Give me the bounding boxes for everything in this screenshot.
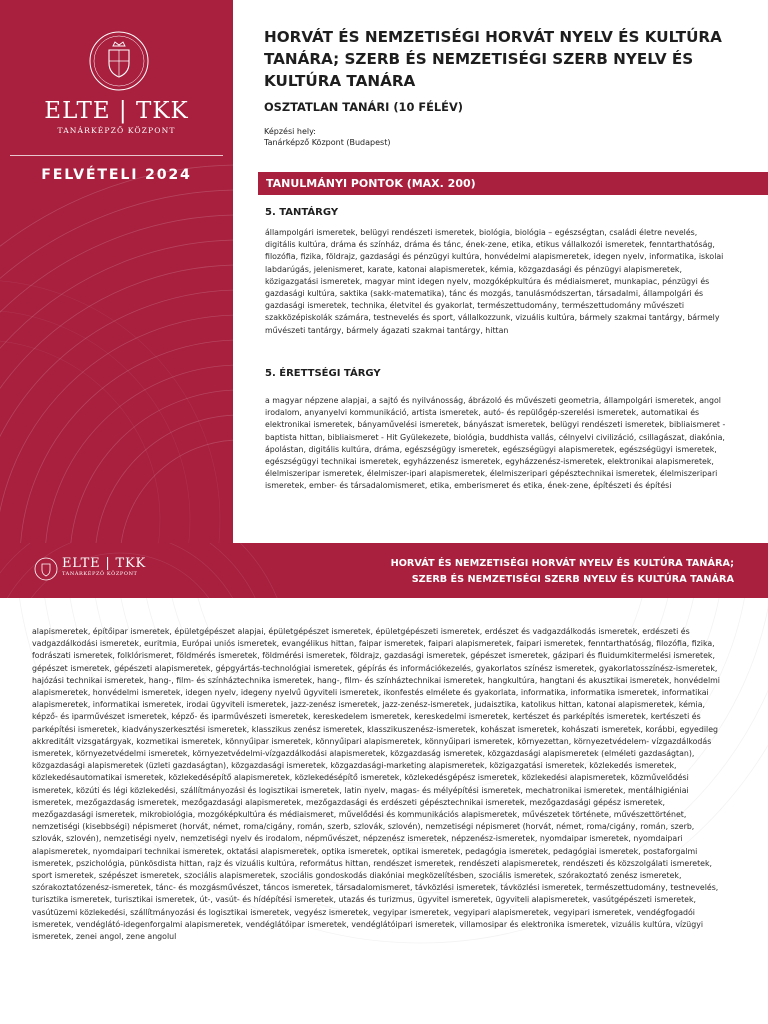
study-points-label: TANULMÁNYI PONTOK (MAX. 200) (266, 177, 476, 190)
crest-icon (88, 30, 150, 92)
location-value: Tanárképző Központ (Budapest) (264, 138, 391, 147)
brand-panel (0, 0, 233, 543)
program-title: HORVÁT ÉS NEMZETISÉGI HORVÁT NYELV ÉS KULTÚRA TANÁRA; SZERB ÉS NEMZETISÉGI SZERB NYELV ÉS KULTÚRA TANÁRA (264, 28, 722, 90)
admission-year: FELVÉTELI 2024 (41, 167, 192, 183)
banner-title-line-1: HORVÁT ÉS NEMZETISÉGI HORVÁT NYELV ÉS KULTÚRA TANÁRA; (390, 558, 734, 569)
banner-brand (62, 556, 146, 577)
brand-block (0, 98, 233, 135)
banner-title (294, 556, 734, 588)
banner-brand-subtitle: TANÁRKÉPZŐ KÖZPONT (62, 571, 138, 577)
subject-heading: 5. TANTÁRGY (265, 207, 339, 218)
location-label: Képzési hely: (264, 127, 316, 136)
banner-crest-icon (34, 556, 58, 582)
subject-list: állampolgári ismeretek, belügyi rendészeti ismeretek, biológia, biológia – egészségtan, családi életre nevelés, digitális kultúra, dráma és színház, dráma és tánc, ének-zene, etika, etikus vállalkozói ismeretek, fenntarthatóság, filozófia, fizika, földrajz, gazdasági és pénzügyi kultúra, honvédelmi alapismeretek, idegen nyelv, informatika, iskolai labdarúgás, jelenismeret, karate, katonai alapismeretek, kémia, közgazdasági és pénzügyi alapismeretek, közigazgatási ismeretek, magyar mint idegen nyelv, mozgóképkultúra és médiaismeret, munkapiac, pénzügyi és gazdasági kultúra, saktika (sakk-matematika), tánc és mozgás, tanulásmódszertan, társadalmi, állampolgári és gazdasági ismeretek, technika, életvitel és gyakorlat, természettudomány, természettudomány művészeti szakközépiskolák számára, testnevelés és sport, vállalkozzunk, vizuális kultúra, bármely szakmai tantárgy, bármely művészeti tantárgy, bármely ágazati szakmai tantárgy, hittan (265, 228, 724, 335)
exam-list: a magyar népzene alapjai, a sajtó és nyilvánosság, ábrázoló és művészeti geometria, állampolgári ismeretek, angol irodalom, anyanyelvi kommunikáció, artista ismeretek, autó- és repülőgép-szerelési ismeretek, automatikai és elektronikai ismeretek, bányaművelési ismeretek, bányászat ismeretek, belügyi rendészeti ismeretek, bibliaismeret - baptista hittan, bibliaismeret - Hit Gyülekezete, biológia, buddhista vallás, célnyelvi civilizáció, csillagászat, diakónia, ápolástan, digitális kultúra, dráma, egészségügy ismeretek, egészségügyi alapismeretek, egészségügyi ismeretek, egészségügyi technikai ismeretek, egyházzenész ismeretek, egyházzenész-ismeretek, elektronikai alapismeretek, élelmiszeripar ismeretek, élelmiszer-ipari alapismeretek, élelmiszeripari gépésztechnikai ismeretek, élelmiszeripari ismeretek, ember- és társadalomismeret, etika, emberismeret és etika, ének-zene, építészeti és építési (265, 396, 726, 491)
study-points-bar (258, 172, 768, 195)
brand-subtitle: TANÁRKÉPZŐ KÖZPONT (57, 126, 176, 135)
exam-heading: 5. ÉRETTSÉGI TÁRGY (265, 368, 381, 379)
exam-list-continued: alapismeretek, építőipar ismeretek, épületgépészet alapjai, épületgépészet ismeretek, épületgépészeti ismeretek, erdészet és vadgazdálkodás ismeretek, erdészeti és vadgazdálkodási ismeretek, euritmia, Európai uniós ismeretek, evangélikus hittan, faipar ismeretek, faipari alapismeretek, faipari ismeretek, fenntarthatóság, filozófia, fizika, fodrászati ismeretek, folklórismeret, földmérés ismeretek, földmérési ismeretek, földrajz, gazdasági ismeretek, gépészet ismeretek, gázipari és fluidumkitermelési ismeretek, gépészet ismeretek, gépészeti alapismeretek, gépgyártás-technológiai ismeretek, gépírás és információkezelés, gyakorlatos színész ismeretek, gyakorlatosszínész-ismeretek, hajózási technikai ismeretek, hang-, film- és színháztechnika ismeretek, hang-, film- és színháztechnikai ismeretek, hangkultúra, hangtani és akusztikai ismeretek, honvédelmi alapismeretek, honvédelmi ismeretek, idegen nyelv, idegeny nyelvű ügyviteli ismeretek, ikonfestés elmélete és gyakorlata, informatika, informatika ismeretek, informatikai alapismeretek, informatikai ismeretek, irodai ügyviteli ismeretek, jazz-zenész ismeretek, jazz-zenész-ismeretek, judaisztika, katolikus hittan, katonai alapismeretek, kémia, képző- és iparművészet ismeretek, képző- és iparművészeti ismeretek, kereskedelem ismeretek, kereskedelmi ismeretek, kertészet és parképítés ismeretek, kertészeti és parképítési ismeretek, kiadványszerkesztési ismeretek, klasszikus zenész ismeretek, klasszikuszenész-ismeretek, kohászat ismeretek, kohászati ismeretek, korábbi, egyedileg akkreditált vizsgatárgyak, kozmetikai ismeretek, könnyűipar ismeretek, könnyűipari alapismeretek, könnyűipari ismeretek, környezettan, környezetvédelem- vízgazdálkodás ismeretek, környezetvédelmi ismeretek, környezetvédelmi-vízgazdálkodási alapismeretek, közgazdaság ismeretek, közgazdasági alapismeretek (elméleti gazdaságtan), közgazdasági alapismeretek (üzleti gazdaságtan), közgazdasági ismeretek, közgazdasági-marketing alapismeretek, közigazgatási ismeretek, közlekedés ismeretek, közlekedésautomatikai ismeretek, közlekedésépítő alapismeretek, közlekedésépítő ismeretek, közlekedésgépész ismeretek, közlekedési alapismeretek, közművelődési ismeretek, közúti és légi közlekedési, szállítmányozási és logisztikai ismeretek, latin nyelv, magas- és mélyépítési ismeretek, mechatronikai ismeretek, mentálhigiéniai ismeretek, mezőgazdaság ismeretek, mezőgazdasági alapismeretek, mezőgazdasági és erdészeti gépésztechnikai ismeretek, mezőgazdasági gépész ismeretek, mezőgazdasági ismeretek, mikrobiológia, mozgóképkultúra és médiaismeret, művelődési és kommunikációs alapismeretek, művészetek története, művészettörténet, nemzetiségi (kisebbségi) népismeret (horvát, német, roma/cigány, román, szerb, szlovák, szlovén), nemzetiségi népismeret (horvát, német, roma/cigány, román, szerb, szlovák, szlovén), nemzetiségi nyelv, nemzetiségi nyelv és irodalom, népművészet, népzenész ismeretek, népzenész-ismeretek, nyomdaipar ismeretek, nyomdaipari alapismeretek, nyomdaipari technikai ismeretek, oktatási alapismeretek, optika ismeretek, optikai ismeretek, pedagógia ismeretek, pedagógiai ismeretek, postaforgalmi ismeretek, pszichológia, pünkösdista hittan, rajz és vizuális kultúra, református hittan, rendészet ismeretek, rendészeti alapismeretek, rendészeti és közszolgálati ismeretek, sport ismeretek, szépészet ismeretek, szociális alapismeretek, szociális gondoskodás diakóniai megközelítésben, szociális ismeretek, szórakoztató zenész ismeretek, szórakoztatózenész-ismeretek, tánc- és mozgásművészet, táncos ismeretek, társadalomismeret, távközlési ismeretek, távközlési ismeretek, természettudomány, testnevelés, turisztika ismeretek, turisztikai ismeretek, út-, vasút- és hídépítési ismeretek, utazás és turizmus, ügyvitel ismeretek, ügyviteli alapismeretek, vasútgépészeti ismeretek, vasútüzemi közlekedési, szállítmányozási és logisztikai ismeretek, vegyész ismeretek, vegyipar ismeretek, vegyipari alapismeretek, vegyipari ismeretek, vendégfogadói ismeretek, vendéglátó-idegenforgalmi alapismeretek, vendéglátóipar ismeretek, vendéglátóipari ismeretek, villamosipar és elektronika ismeretek, vizuális kultúra, vízügyi ismeretek, zenei angol, zene angolul (32, 627, 720, 942)
program-subtitle: OSZTATLAN TANÁRI (10 FÉLÉV) (264, 100, 463, 114)
brand-name: ELTE | TKK (44, 98, 189, 124)
banner-brand-name: ELTE | TKK (62, 556, 146, 571)
brand-divider (10, 155, 223, 156)
program-header (264, 26, 744, 148)
banner-title-line-2: SZERB ÉS NEMZETISÉGI SZERB NYELV ÉS KULTÚRA TANÁRA (411, 574, 734, 585)
page-banner (0, 543, 768, 598)
